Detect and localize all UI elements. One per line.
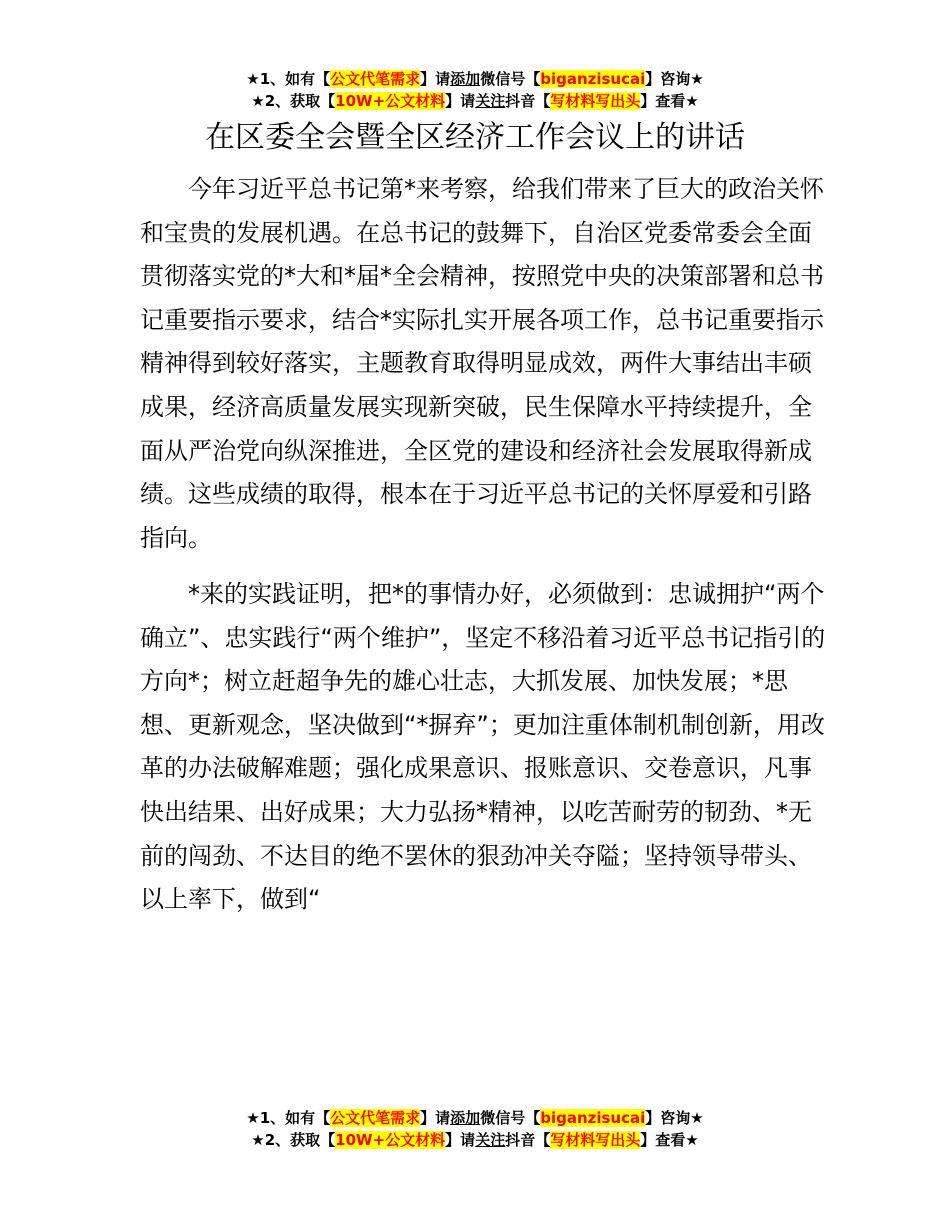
banner-line-2: ★2、获取【10W+公文材料】请关注抖音【写材料写出头】查看★	[251, 1131, 699, 1149]
banner-line-1: ★1、如有【公文代笔需求】请添加微信号【biganzisucai】咨询★	[246, 70, 704, 88]
body-paragraph-2-container	[140, 573, 835, 922]
body-paragraph-1-container	[140, 168, 835, 560]
banner-line-1: ★1、如有【公文代笔需求】请添加微信号【biganzisucai】咨询★	[246, 1109, 704, 1127]
highlight-wechat-id: biganzisucai	[540, 70, 646, 88]
star-icon: ★	[251, 92, 265, 110]
highlight-douyin-account: 写材料写出头	[550, 1131, 641, 1149]
highlight-douyin-account: 写材料写出头	[550, 92, 641, 110]
banner-line-2: ★2、获取【10W+公文材料】请关注抖音【写材料写出头】查看★	[251, 92, 699, 110]
highlight-materials: 10W+公文材料	[335, 1131, 446, 1149]
highlight-materials: 10W+公文材料	[335, 92, 446, 110]
highlight-wechat-id: biganzisucai	[540, 1109, 646, 1127]
header-banner	[0, 68, 950, 112]
star-icon: ★	[246, 70, 260, 88]
star-icon: ★	[251, 1131, 265, 1149]
star-icon: ★	[690, 1109, 704, 1127]
highlight-service: 公文代笔需求	[330, 70, 421, 88]
star-icon: ★	[690, 70, 704, 88]
body-paragraph: *来的实践证明，把*的事情办好，必须做到：忠诚拥护“两个确立”、忠实践行“两个维护”，坚定不移沿着习近平总书记指引的方向*；树立赶超争先的雄心壮志，大抓发展、加快发展；*思想、更新观念，坚决做到“*摒弃”；更加注重体制机制创新，用改革的办法破解难题；强化成果意识、报账意识、交卷意识，凡事快出结果、出好成果；大力弘扬*精神，以吃苦耐劳的韧劲、*无前的闯劲、不达目的绝不罢休的狠劲冲关夺隘；坚持领导带头、以上率下，做到“	[140, 580, 826, 914]
star-icon: ★	[685, 1131, 699, 1149]
body-paragraph: 今年习近平总书记第*来考察，给我们带来了巨大的政治关怀和宝贵的发展机遇。在总书记的鼓舞下，自治区党委常委会全面贯彻落实党的*大和*届*全会精神，按照党中央的决策部署和总书记重要指示要求，结合*实际扎实开展各项工作，总书记重要指示精神得到较好落实，主题教育取得明显成效，两件大事结出丰硕成果，经济高质量发展实现新突破，民生保障水平持续提升，全面从严治党向纵深推进，全区党的建设和经济社会发展取得新成绩。这些成绩的取得，根本在于习近平总书记的关怀厚爱和引路指向。	[140, 175, 824, 552]
document-title: 在区委全会暨全区经济工作会议上的讲话	[205, 120, 745, 155]
footer-banner	[0, 1107, 950, 1151]
highlight-service: 公文代笔需求	[330, 1109, 421, 1127]
star-icon: ★	[685, 92, 699, 110]
star-icon: ★	[246, 1109, 260, 1127]
